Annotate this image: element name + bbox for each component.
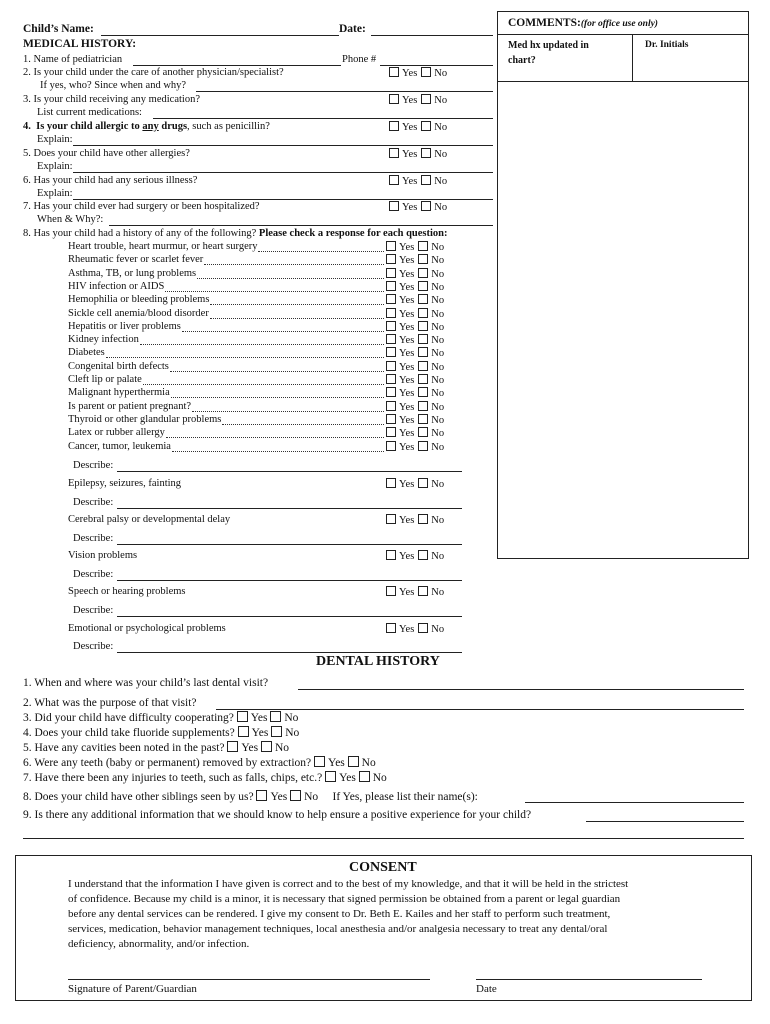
- q8-label: 8. Has your child had a history of any of the following? Please check a response for each question:: [23, 228, 448, 239]
- condition-label: Asthma, TB, or lung problems: [68, 268, 197, 279]
- dental-q1-label: 1. When and where was your child’s last dental visit?: [23, 677, 269, 689]
- consent-date-field[interactable]: [476, 979, 702, 980]
- checkbox-icon[interactable]: [227, 741, 238, 752]
- condition-yes-no[interactable]: Yes No: [386, 241, 444, 253]
- dental-q1-field[interactable]: [298, 689, 744, 690]
- q4-yes-no[interactable]: Yes No: [389, 121, 447, 133]
- child-name-label: Child’s Name:: [23, 23, 94, 35]
- condition-label: Hepatitis or liver problems: [68, 321, 181, 332]
- checkbox-icon[interactable]: [418, 334, 428, 344]
- checkbox-icon[interactable]: [418, 550, 428, 560]
- q2-label: 2. Is your child under the care of another physician/specialist?: [23, 67, 284, 78]
- leader-dots: [222, 424, 384, 425]
- phone-field[interactable]: [380, 65, 493, 66]
- describe-label: Describe:: [73, 569, 114, 580]
- checkbox-icon[interactable]: [386, 241, 396, 251]
- describe-label: Describe:: [73, 460, 114, 471]
- signature-field[interactable]: [68, 979, 430, 980]
- siblings-field[interactable]: [525, 802, 744, 803]
- consent-title: CONSENT: [349, 860, 417, 875]
- condition-yes-no[interactable]: Yes No: [386, 281, 444, 293]
- leader-dots: [143, 384, 384, 385]
- describe-field[interactable]: [117, 471, 462, 472]
- checkbox-icon[interactable]: [386, 308, 396, 318]
- condition-yes-no[interactable]: Yes No: [386, 334, 444, 346]
- checkbox-icon[interactable]: [386, 623, 396, 633]
- consent-line-1: I understand that the information I have given is correct and to the best of my knowledge, and that it will be held in the strictest: [68, 878, 629, 890]
- condition-yes-no[interactable]: Yes No: [386, 347, 444, 359]
- checkbox-icon[interactable]: [421, 148, 431, 158]
- checkbox-icon[interactable]: [418, 321, 428, 331]
- other-condition-label: Epilepsy, seizures, fainting: [68, 478, 182, 489]
- describe-field[interactable]: [117, 508, 462, 509]
- checkbox-icon[interactable]: [418, 241, 428, 251]
- date-label: Date:: [339, 23, 366, 35]
- checkbox-icon[interactable]: [418, 374, 428, 384]
- leader-dots: [166, 437, 384, 438]
- q5-label: 5. Does your child have other allergies?: [23, 148, 190, 159]
- condition-label: Hemophilia or bleeding problems: [68, 294, 210, 305]
- checkbox-icon[interactable]: [325, 771, 336, 782]
- dental-history-title: DENTAL HISTORY: [316, 654, 440, 669]
- checkbox-icon[interactable]: [386, 268, 396, 278]
- checkbox-icon[interactable]: [386, 374, 396, 384]
- consent-line-5: deficiency, abnormality, and/or infection.: [68, 938, 250, 950]
- q4-explain-field[interactable]: [73, 145, 493, 146]
- condition-label: Sickle cell anemia/blood disorder: [68, 308, 209, 319]
- dental-q5: 5. Have any cavities been noted in the past? Yes No: [23, 742, 290, 754]
- condition-label: Is parent or patient pregnant?: [68, 401, 192, 412]
- other-condition-yes-no[interactable]: Yes No: [386, 478, 444, 490]
- q6-explain-field[interactable]: [73, 199, 493, 200]
- condition-yes-no[interactable]: Yes No: [386, 361, 444, 373]
- condition-yes-no[interactable]: Yes No: [386, 308, 444, 320]
- dental-q2-field[interactable]: [216, 709, 744, 710]
- condition-label: HIV infection or AIDS: [68, 281, 165, 292]
- q5-explain-field[interactable]: [73, 172, 493, 173]
- leader-dots: [170, 371, 384, 372]
- leader-dots: [258, 251, 384, 252]
- checkbox-icon[interactable]: [386, 478, 396, 488]
- medications-field[interactable]: [153, 118, 493, 119]
- checkbox-icon[interactable]: [418, 308, 428, 318]
- checkbox-icon[interactable]: [386, 254, 396, 264]
- condition-yes-no[interactable]: Yes No: [386, 401, 444, 413]
- checkbox-icon[interactable]: [421, 175, 431, 185]
- checkbox-icon[interactable]: [386, 334, 396, 344]
- checkbox-icon[interactable]: [418, 347, 428, 357]
- checkbox-icon[interactable]: [359, 771, 370, 782]
- other-condition-yes-no[interactable]: Yes No: [386, 550, 444, 562]
- q7-label: 7. Has your child ever had surgery or been hospitalized?: [23, 201, 260, 212]
- checkbox-icon[interactable]: [386, 387, 396, 397]
- consent-date-label: Date: [476, 983, 497, 995]
- checkbox-icon[interactable]: [256, 790, 267, 801]
- checkbox-icon[interactable]: [418, 387, 428, 397]
- q6-label: 6. Has your child had any serious illness?: [23, 175, 198, 186]
- checkbox-icon[interactable]: [386, 281, 396, 291]
- checkbox-icon[interactable]: [389, 148, 399, 158]
- checkbox-icon[interactable]: [389, 94, 399, 104]
- condition-yes-no[interactable]: Yes No: [386, 294, 444, 306]
- q7-yes-no[interactable]: Yes No: [389, 201, 447, 213]
- med-hx-label-2: chart?: [508, 55, 536, 66]
- checkbox-icon[interactable]: [386, 514, 396, 524]
- other-condition-label: Speech or hearing problems: [68, 586, 186, 597]
- condition-yes-no[interactable]: Yes No: [386, 441, 444, 453]
- checkbox-icon[interactable]: [389, 201, 399, 211]
- leader-dots: [204, 264, 384, 265]
- condition-label: Heart trouble, heart murmur, or heart surgery: [68, 241, 258, 252]
- checkbox-icon[interactable]: [386, 321, 396, 331]
- checkbox-icon[interactable]: [314, 756, 325, 767]
- condition-yes-no[interactable]: Yes No: [386, 374, 444, 386]
- describe-field[interactable]: [117, 544, 462, 545]
- dental-q9-field-2[interactable]: [23, 838, 744, 839]
- checkbox-icon[interactable]: [418, 478, 428, 488]
- checkbox-icon[interactable]: [389, 175, 399, 185]
- checkbox-icon[interactable]: [389, 121, 399, 131]
- leader-dots: [165, 291, 384, 292]
- describe-label: Describe:: [73, 533, 114, 544]
- describe-field[interactable]: [117, 652, 462, 653]
- dental-q7: 7. Have there been any injuries to teeth, such as falls, chips, etc.? Yes No: [23, 772, 387, 784]
- condition-yes-no[interactable]: Yes No: [386, 427, 444, 439]
- pediatrician-field[interactable]: [133, 65, 341, 66]
- checkbox-icon[interactable]: [418, 294, 428, 304]
- condition-label: Latex or rubber allergy: [68, 427, 165, 438]
- checkbox-icon[interactable]: [421, 201, 431, 211]
- child-name-field[interactable]: [101, 35, 339, 36]
- checkbox-icon[interactable]: [418, 401, 428, 411]
- checkbox-icon[interactable]: [418, 427, 428, 437]
- q1-label: 1. Name of pediatrician: [23, 54, 123, 65]
- checkbox-icon[interactable]: [389, 67, 399, 77]
- condition-label: Malignant hyperthermia: [68, 387, 170, 398]
- checkbox-icon[interactable]: [386, 427, 396, 437]
- other-condition-yes-no[interactable]: Yes No: [386, 586, 444, 598]
- describe-field[interactable]: [117, 616, 462, 617]
- consent-line-4: services, medication, behavior management techniques, local anesthesia and/or analgesia necessary to treat any dental/oral: [68, 923, 608, 935]
- q4-sub-label: Explain:: [37, 134, 73, 145]
- consent-line-2: of confidence. Because my child is a minor, it is necessary that signed permission be obtained from a parent or legal guardian: [68, 893, 621, 905]
- q5-yes-no[interactable]: Yes No: [389, 148, 447, 160]
- comments-subtitle: (for office use only): [580, 19, 658, 29]
- dental-q4: 4. Does your child take fluoride supplements? Yes No: [23, 727, 300, 739]
- leader-dots: [182, 331, 384, 332]
- dental-q9-label: 9. Is there any additional information that we should know to help ensure a positive experience for your child?: [23, 809, 532, 821]
- q3-label: 3. Is your child receiving any medication?: [23, 94, 200, 105]
- describe-label: Describe:: [73, 641, 114, 652]
- condition-label: Diabetes: [68, 347, 105, 358]
- q3-yes-no[interactable]: Yes No: [389, 94, 447, 106]
- other-condition-label: Vision problems: [68, 550, 138, 561]
- q7-why-field[interactable]: [109, 225, 493, 226]
- checkbox-icon[interactable]: [418, 623, 428, 633]
- checkbox-icon[interactable]: [348, 756, 359, 767]
- dr-initials-label: Dr. Initials: [645, 40, 689, 50]
- checkbox-icon[interactable]: [418, 441, 428, 451]
- other-condition-yes-no[interactable]: Yes No: [386, 623, 444, 635]
- dental-q9-field[interactable]: [586, 821, 744, 822]
- dental-q8: 8. Does your child have other siblings seen by us? Yes No If Yes, please list their name(s):: [23, 791, 478, 803]
- checkbox-icon[interactable]: [418, 414, 428, 424]
- med-hx-label: Med hx updated in: [508, 40, 589, 51]
- describe-field[interactable]: [117, 580, 462, 581]
- q2-sub-field[interactable]: [196, 91, 493, 92]
- dental-q6: 6. Were any teeth (baby or permanent) removed by extraction? Yes No: [23, 757, 376, 769]
- condition-label: Congenital birth defects: [68, 361, 169, 372]
- leader-dots: [106, 357, 384, 358]
- condition-label: Kidney infection: [68, 334, 139, 345]
- checkbox-icon[interactable]: [237, 711, 248, 722]
- medical-history-title: MEDICAL HISTORY:: [23, 38, 137, 50]
- q4-label: 4. Is your child allergic to any drugs, such as penicillin?: [23, 121, 270, 132]
- checkbox-icon[interactable]: [418, 514, 428, 524]
- leader-dots: [172, 451, 384, 452]
- dental-q3: 3. Did your child have difficulty cooperating? Yes No: [23, 712, 299, 724]
- checkbox-icon[interactable]: [421, 121, 431, 131]
- q6-yes-no[interactable]: Yes No: [389, 175, 447, 187]
- checkbox-icon[interactable]: [261, 741, 272, 752]
- checkbox-icon[interactable]: [421, 94, 431, 104]
- checkbox-icon[interactable]: [386, 361, 396, 371]
- q5-sub-label: Explain:: [37, 161, 73, 172]
- leader-dots: [140, 344, 384, 345]
- comments-box: [497, 11, 749, 559]
- checkbox-icon[interactable]: [418, 361, 428, 371]
- condition-label: Cancer, tumor, leukemia: [68, 441, 171, 452]
- checkbox-icon[interactable]: [271, 726, 282, 737]
- condition-yes-no[interactable]: Yes No: [386, 321, 444, 333]
- leader-dots: [171, 397, 384, 398]
- checkbox-icon[interactable]: [290, 790, 301, 801]
- leader-dots: [192, 411, 384, 412]
- condition-label: Rheumatic fever or scarlet fever: [68, 254, 204, 265]
- dental-q2-label: 2. What was the purpose of that visit?: [23, 697, 197, 709]
- signature-label: Signature of Parent/Guardian: [68, 983, 197, 995]
- date-field[interactable]: [371, 35, 493, 36]
- checkbox-icon[interactable]: [270, 711, 281, 722]
- q3-sub-label: List current medications:: [37, 107, 142, 118]
- checkbox-icon[interactable]: [418, 281, 428, 291]
- checkbox-icon[interactable]: [386, 441, 396, 451]
- condition-yes-no[interactable]: Yes No: [386, 414, 444, 426]
- q2-sub-label: If yes, who? Since when and why?: [40, 80, 187, 91]
- describe-label: Describe:: [73, 605, 114, 616]
- describe-label: Describe:: [73, 497, 114, 508]
- checkbox-icon[interactable]: [386, 294, 396, 304]
- comments-title: COMMENTS:: [508, 17, 581, 29]
- consent-line-3: before any dental services can be rendered. I give my consent to Dr. Beth E. Kailes and her staff to perform such treatment,: [68, 908, 611, 920]
- condition-yes-no[interactable]: Yes No: [386, 254, 444, 266]
- checkbox-icon[interactable]: [418, 268, 428, 278]
- condition-label: Thyroid or other glandular problems: [68, 414, 222, 425]
- condition-yes-no[interactable]: Yes No: [386, 268, 444, 280]
- checkbox-icon[interactable]: [386, 347, 396, 357]
- q7-sub-label: When & Why?:: [37, 214, 104, 225]
- other-condition-label: Emotional or psychological problems: [68, 623, 226, 634]
- checkbox-icon[interactable]: [386, 401, 396, 411]
- condition-yes-no[interactable]: Yes No: [386, 387, 444, 399]
- leader-dots: [210, 318, 384, 319]
- leader-dots: [197, 278, 384, 279]
- phone-label: Phone #: [342, 54, 377, 65]
- other-condition-label: Cerebral palsy or developmental delay: [68, 514, 231, 525]
- q6-sub-label: Explain:: [37, 188, 73, 199]
- leader-dots: [210, 304, 384, 305]
- checkbox-icon[interactable]: [386, 414, 396, 424]
- checkbox-icon[interactable]: [386, 550, 396, 560]
- other-condition-yes-no[interactable]: Yes No: [386, 514, 444, 526]
- q2-yes-no[interactable]: Yes No: [389, 67, 447, 79]
- checkbox-icon[interactable]: [386, 586, 396, 596]
- checkbox-icon[interactable]: [418, 254, 428, 264]
- condition-label: Cleft lip or palate: [68, 374, 142, 385]
- checkbox-icon[interactable]: [418, 586, 428, 596]
- checkbox-icon[interactable]: [421, 67, 431, 77]
- checkbox-icon[interactable]: [238, 726, 249, 737]
